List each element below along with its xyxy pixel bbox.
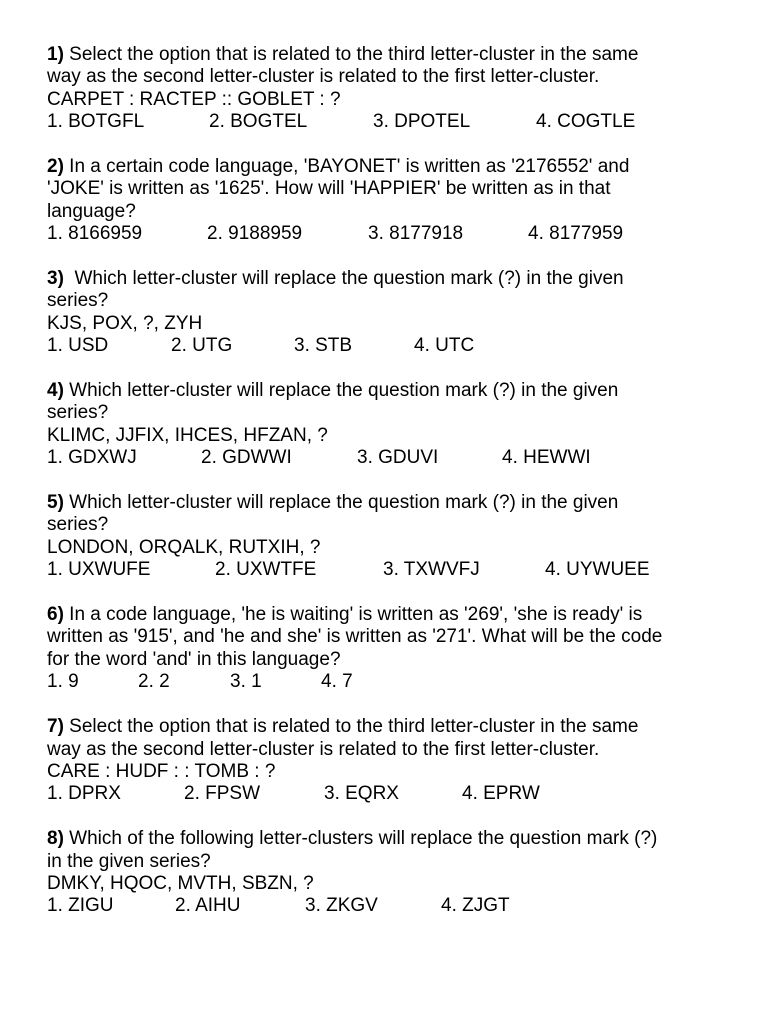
option-2: 2. UXWTFE [215,559,317,581]
options-row [47,447,737,469]
option-2: 2. AIHU [175,895,241,917]
option-4: 4. UYWUEE [545,559,650,581]
question-line: Select the option that is related to the third letter-cluster in the same [63,716,639,738]
question-line: Which letter-cluster will replace the question mark (?) in the given [63,268,624,290]
question-1 [47,44,737,134]
question-series: KLIMC, JJFIX, IHCES, HFZAN, ? [47,424,328,446]
question-text [47,44,737,66]
question-number: 6) [47,604,64,626]
question-text [47,716,737,738]
question-line: Which letter-cluster will replace the question mark (?) in the given [63,380,619,402]
option-3: 3. GDUVI [357,447,439,469]
option-2: 2. BOGTEL [209,111,308,133]
question-5 [47,492,737,582]
option-2: 2. GDWWI [201,447,292,469]
question-text [47,492,737,514]
question-text [47,156,737,178]
question-series: DMKY, HQOC, MVTH, SBZN, ? [47,872,314,894]
option-1: 1. DPRX [47,783,121,805]
question-line: language? [47,200,136,222]
option-1: 1. GDXWJ [47,447,137,469]
question-series: CARE : HUDF : : TOMB : ? [47,760,276,782]
question-series: CARPET : RACTEP :: GOBLET : ? [47,88,341,110]
question-line: Which letter-cluster will replace the question mark (?) in the given [63,492,619,514]
question-line: series? [47,402,109,424]
question-7 [47,716,737,806]
options-row [47,559,737,581]
question-3 [47,268,737,358]
question-text [47,380,737,402]
question-line: series? [47,290,109,312]
option-1: 1. UXWUFE [47,559,151,581]
question-line: way as the second letter-cluster is related to the first letter-cluster. [47,738,600,760]
question-line: In a code language, 'he is waiting' is written as '269', 'she is ready' is [63,604,643,626]
question-line: written as '915', and 'he and she' is written as '271'. What will be the code [47,626,663,648]
option-3: 3. 8177918 [368,223,464,245]
option-2: 2. UTG [171,335,233,357]
option-2: 2. 9188959 [207,223,303,245]
option-3: 3. ZKGV [305,895,378,917]
option-4: 4. UTC [414,335,475,357]
option-1: 1. 8166959 [47,223,143,245]
option-4: 4. HEWWI [502,447,591,469]
question-series: KJS, POX, ?, ZYH [47,312,203,334]
option-4: 4. 7 [321,671,353,693]
option-4: 4. COGTLE [536,111,636,133]
document-page [47,44,737,940]
option-3: 3. EQRX [324,783,399,805]
question-number: 7) [47,716,64,738]
option-3: 3. STB [294,335,353,357]
question-line: for the word 'and' in this language? [47,648,341,670]
option-2: 2. FPSW [184,783,261,805]
question-8 [47,828,737,918]
question-line: In a certain code language, 'BAYONET' is written as '2176552' and [63,156,630,178]
option-3: 3. TXWVFJ [383,559,480,581]
option-1: 1. BOTGFL [47,111,145,133]
question-text [47,268,737,290]
question-line: in the given series? [47,850,211,872]
question-4 [47,380,737,470]
option-3: 3. DPOTEL [373,111,471,133]
question-6 [47,604,737,694]
question-line: series? [47,514,109,536]
options-row [47,671,737,693]
question-line: way as the second letter-cluster is related to the first letter-cluster. [47,66,600,88]
option-2: 2. 2 [138,671,170,693]
option-1: 1. USD [47,335,109,357]
question-text [47,828,737,850]
options-row [47,111,737,133]
options-row [47,335,737,357]
question-2 [47,156,737,246]
question-line: 'JOKE' is written as '1625'. How will 'HAPPIER' be written as in that [47,178,611,200]
option-4: 4. EPRW [462,783,540,805]
question-line: Which of the following letter-clusters will replace the question mark (?) [63,828,658,850]
options-row [47,223,737,245]
option-1: 1. 9 [47,671,79,693]
question-text [47,604,737,626]
question-number: 4) [47,380,64,402]
option-4: 4. ZJGT [441,895,510,917]
question-number: 2) [47,156,64,178]
option-3: 3. 1 [230,671,262,693]
question-line: Select the option that is related to the third letter-cluster in the same [63,44,639,65]
option-4: 4. 8177959 [528,223,624,245]
question-number: 3) [47,268,64,290]
question-series: LONDON, ORQALK, RUTXIH, ? [47,536,321,558]
question-number: 5) [47,492,64,514]
option-1: 1. ZIGU [47,895,114,917]
question-number: 1) [47,44,64,65]
question-number: 8) [47,828,64,850]
options-row [47,783,737,805]
options-row [47,895,737,917]
